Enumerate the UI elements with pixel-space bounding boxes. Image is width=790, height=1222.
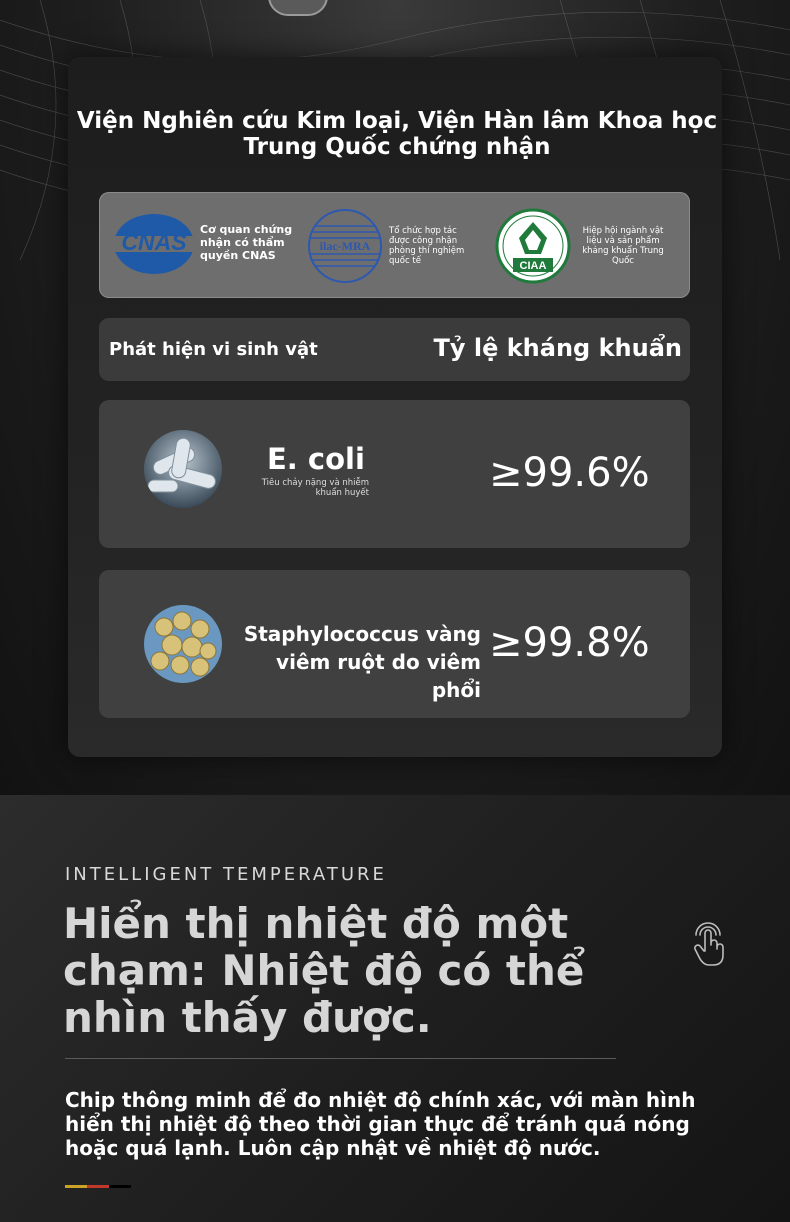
staphylococcus-rate: ≥99.8% bbox=[489, 620, 650, 666]
ciaa-label: Hiệp hội ngành vật liệu và sản phẩm kháng khuẩn Trung Quốc bbox=[582, 226, 664, 266]
section-divider bbox=[65, 1058, 616, 1059]
staphylococcus-bacteria-image bbox=[144, 605, 222, 683]
ecoli-bacteria-image bbox=[144, 430, 222, 508]
temperature-eyebrow: INTELLIGENT TEMPERATURE bbox=[65, 864, 387, 885]
ilac-mark: ilac-MRA bbox=[319, 239, 371, 253]
table-header-row bbox=[99, 318, 690, 381]
ilac-label: Tổ chức hợp tác được công nhận phòng thí nghiệm quốc tế bbox=[389, 226, 465, 266]
temperature-section bbox=[0, 795, 790, 1222]
temperature-headline: Hiển thị nhiệt độ một chạm: Nhiệt độ có thể nhìn thấy được. bbox=[63, 899, 585, 1042]
cnas-label: Cơ quan chứng nhận có thẩm quyền CNAS bbox=[200, 223, 293, 262]
certification-title: Viện Nghiên cứu Kim loại, Viện Hàn lâm Khoa học Trung Quốc chứng nhận bbox=[76, 108, 718, 160]
table-row-ecoli bbox=[99, 400, 690, 548]
rate-header: Tỷ lệ kháng khuẩn bbox=[433, 334, 682, 362]
ecoli-description: Tiêu chảy nặng và nhiễm khuẩn huyết bbox=[261, 478, 369, 498]
staphylococcus-name: Staphylococcus vàng viêm ruột do viêm phổi bbox=[243, 622, 481, 702]
accent-bar-yellow bbox=[65, 1185, 87, 1188]
microbe-header: Phát hiện vi sinh vật bbox=[109, 339, 318, 360]
temperature-description: Chip thông minh để đo nhiệt độ chính xác, với màn hình hiển thị nhiệt độ theo thời gian thực để tránh quá nóng hoặc quá lạnh. Luôn cập nhật về nhiệt độ nước. bbox=[65, 1088, 696, 1160]
cnas-mark: CNAS bbox=[121, 229, 187, 255]
ciaa-mark: CIAA bbox=[519, 260, 547, 272]
accent-bar-red bbox=[87, 1185, 109, 1188]
certification-logos-box bbox=[99, 192, 690, 298]
accent-bar-black bbox=[109, 1185, 131, 1188]
touch-hand-icon bbox=[690, 921, 726, 967]
table-row-staphylococcus bbox=[99, 570, 690, 718]
ilac-mra-logo bbox=[307, 208, 383, 284]
ecoli-rate: ≥99.6% bbox=[489, 450, 650, 496]
ecoli-name: E. coli bbox=[267, 442, 365, 476]
ciaa-logo bbox=[495, 208, 571, 284]
cnas-logo bbox=[111, 212, 197, 276]
